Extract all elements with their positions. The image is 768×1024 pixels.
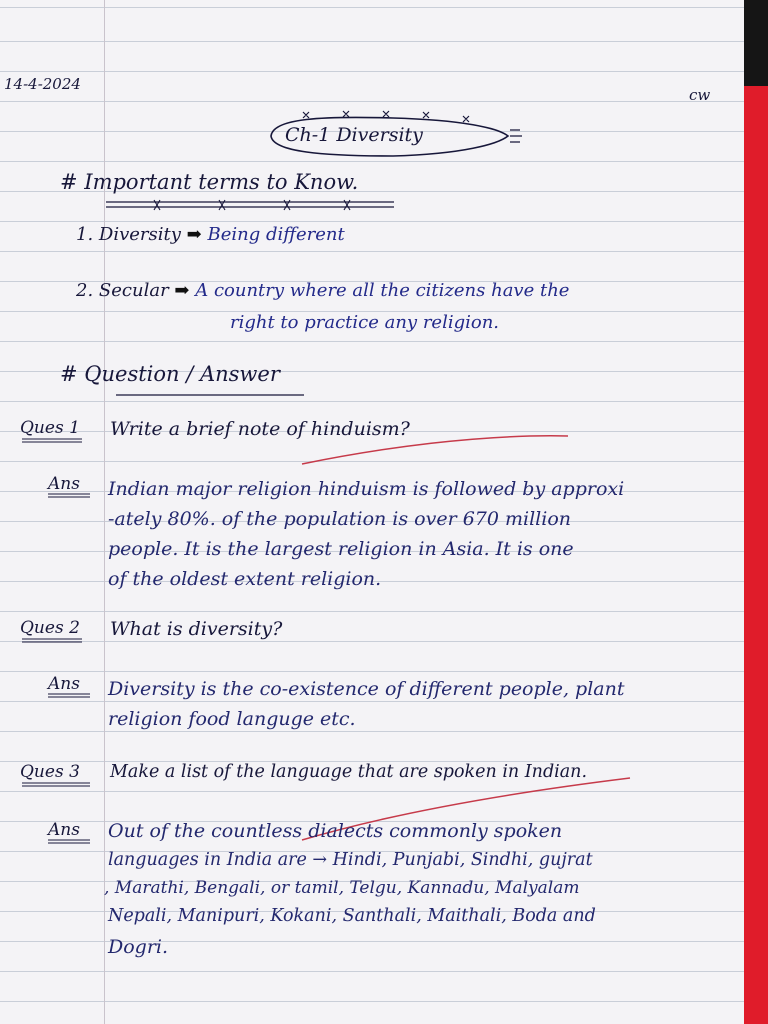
a1-line-4: of the oldest extent religion. — [108, 568, 382, 590]
qa-heading: # Question / Answer — [60, 362, 280, 386]
a3-line-5: Dogri. — [108, 936, 169, 958]
label-underline — [46, 692, 96, 700]
term-1 — [76, 226, 345, 244]
q2-question: What is diversity? — [110, 618, 283, 640]
label-underline — [20, 637, 90, 645]
red-pen-stroke — [300, 428, 580, 468]
a2-line-2: religion food languge etc. — [108, 708, 356, 730]
a3-label: Ans — [48, 820, 80, 840]
term-2-definition-line-2: right to practice any religion. — [230, 312, 500, 333]
arrow-right-icon: ➡ — [174, 280, 190, 301]
label-underline — [20, 781, 100, 789]
term-2 — [76, 282, 569, 300]
heading-underline — [114, 392, 314, 402]
chapter-title-box — [263, 110, 513, 160]
term-2-definition-line-1: A country where all the citizens have the — [195, 280, 570, 301]
term-1-definition: Being different — [207, 224, 345, 245]
a3-line-2: languages in India are → Hindi, Punjabi, Sindhi, gujrat — [108, 850, 593, 870]
important-terms-heading: # Important terms to Know. — [60, 170, 359, 194]
q1-label: Ques 1 — [20, 418, 80, 438]
term-1-number: 1. — [76, 224, 94, 245]
a1-line-1: Indian major religion hinduism is followed by approxi — [108, 478, 625, 500]
arrow-right-icon: ➡ — [186, 224, 202, 245]
a3-line-4: Nepali, Manipuri, Kokani, Santhali, Maithali, Boda and — [108, 906, 596, 926]
q1-question: Write a brief note of hinduism? — [110, 418, 410, 440]
q2-label: Ques 2 — [20, 618, 80, 638]
label-underline — [20, 437, 90, 445]
a1-line-3: people. It is the largest religion in Asia. It is one — [108, 538, 574, 560]
a2-line-1: Diversity is the co-existence of different people, plant — [108, 678, 625, 700]
corner-mark: cw — [689, 86, 711, 104]
a3-line-1: Out of the countless dialects commonly spoken — [108, 820, 563, 842]
a1-label: Ans — [48, 474, 80, 494]
term-2-number: 2. — [76, 280, 94, 301]
q3-label: Ques 3 — [20, 762, 80, 782]
heading-underline — [104, 198, 404, 214]
a2-label: Ans — [48, 674, 80, 694]
term-2-name: Secular — [98, 280, 169, 301]
a1-line-2: -ately 80%. of the population is over 670 million — [108, 508, 571, 530]
chapter-title: Ch-1 Diversity — [285, 124, 423, 146]
red-notebook-edge — [744, 86, 768, 1024]
q3-question: Make a list of the language that are spoken in Indian. — [110, 762, 588, 782]
background-corner — [744, 0, 768, 86]
margin-line — [104, 0, 105, 1024]
date: 14-4-2024 — [4, 75, 81, 93]
term-1-name: Diversity — [98, 224, 181, 245]
label-underline — [46, 492, 96, 500]
label-underline — [46, 838, 96, 846]
a3-line-3: , Marathi, Bengali, or tamil, Telgu, Kannadu, Malyalam — [104, 878, 580, 898]
